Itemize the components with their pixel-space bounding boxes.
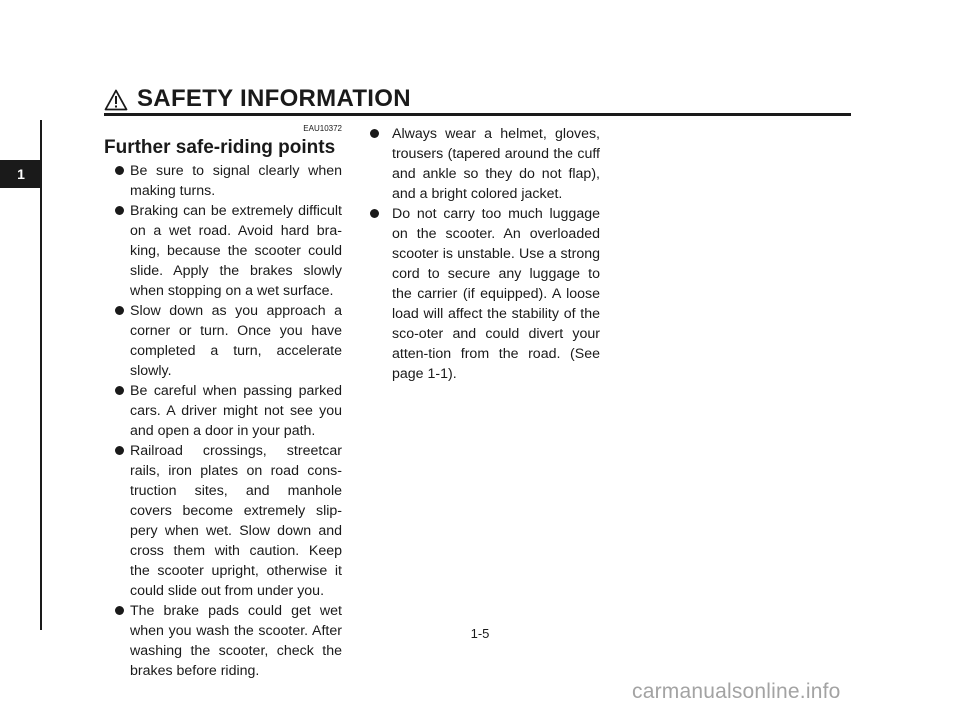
list-item-text: The brake pads could get wet when you wash the scooter. After washing the scooter, check the brakes before riding. xyxy=(130,603,342,679)
left-column xyxy=(104,124,342,681)
page-title: SAFETY INFORMATION xyxy=(137,85,411,112)
bullet-icon xyxy=(115,166,124,175)
list-item xyxy=(104,161,342,201)
bullet-icon xyxy=(115,446,124,455)
list-item xyxy=(104,441,342,601)
list-item xyxy=(104,301,342,381)
list-item-text: Do not carry too much luggage on the scooter. An overloaded scooter is unstable. Use a strong cord to secure any luggage to the carrier (if equipped). A loose load will affect the stability of the sco-oter and could divert your atten-tion from the road. (See page 1-1). xyxy=(392,206,600,382)
chapter-tab: 1 xyxy=(0,160,42,188)
list-item-text: Braking can be extremely difficult on a wet road. Avoid hard bra-king, because the scooter could slide. Apply the brakes slowly when stopping on a wet surface. xyxy=(130,203,342,299)
header-rule xyxy=(104,113,851,116)
list-item xyxy=(368,124,600,204)
bullet-icon xyxy=(370,129,379,138)
list-item xyxy=(104,601,342,681)
list-item-text: Slow down as you approach a corner or turn. Once you have completed a turn, accelerate slowly. xyxy=(130,303,342,379)
right-column xyxy=(368,124,600,384)
watermark: carmanualsonline.info xyxy=(632,680,841,703)
warning-triangle-icon xyxy=(104,89,128,111)
list-item-text: Always wear a helmet, gloves, trousers (tapered around the cuff and ankle so they do not flap), and a bright colored jacket. xyxy=(392,126,600,202)
left-bullet-list xyxy=(104,161,342,681)
chapter-side-line xyxy=(40,120,42,630)
list-item xyxy=(368,204,600,384)
bullet-icon xyxy=(115,606,124,615)
section-heading: Further safe-riding points xyxy=(104,137,336,158)
list-item-text: Be sure to signal clearly when making turns. xyxy=(130,163,342,199)
bullet-icon xyxy=(115,206,124,215)
bullet-icon xyxy=(115,386,124,395)
list-item-text: Be careful when passing parked cars. A driver might not see you and open a door in your path. xyxy=(130,383,342,439)
list-item xyxy=(104,381,342,441)
list-item xyxy=(104,201,342,301)
bullet-icon xyxy=(370,209,379,218)
page-number: 1-5 xyxy=(470,626,490,641)
bullet-icon xyxy=(115,306,124,315)
list-item-text: Railroad crossings, streetcar rails, iron plates on road cons-truction sites, and manhole covers become extremely slip-pery when wet. Slow down and cross them with caution. Keep the scooter upright, otherwise it could slide out from under you. xyxy=(130,443,342,599)
right-bullet-list xyxy=(368,124,600,384)
section-code: EAU10372 xyxy=(303,124,342,133)
